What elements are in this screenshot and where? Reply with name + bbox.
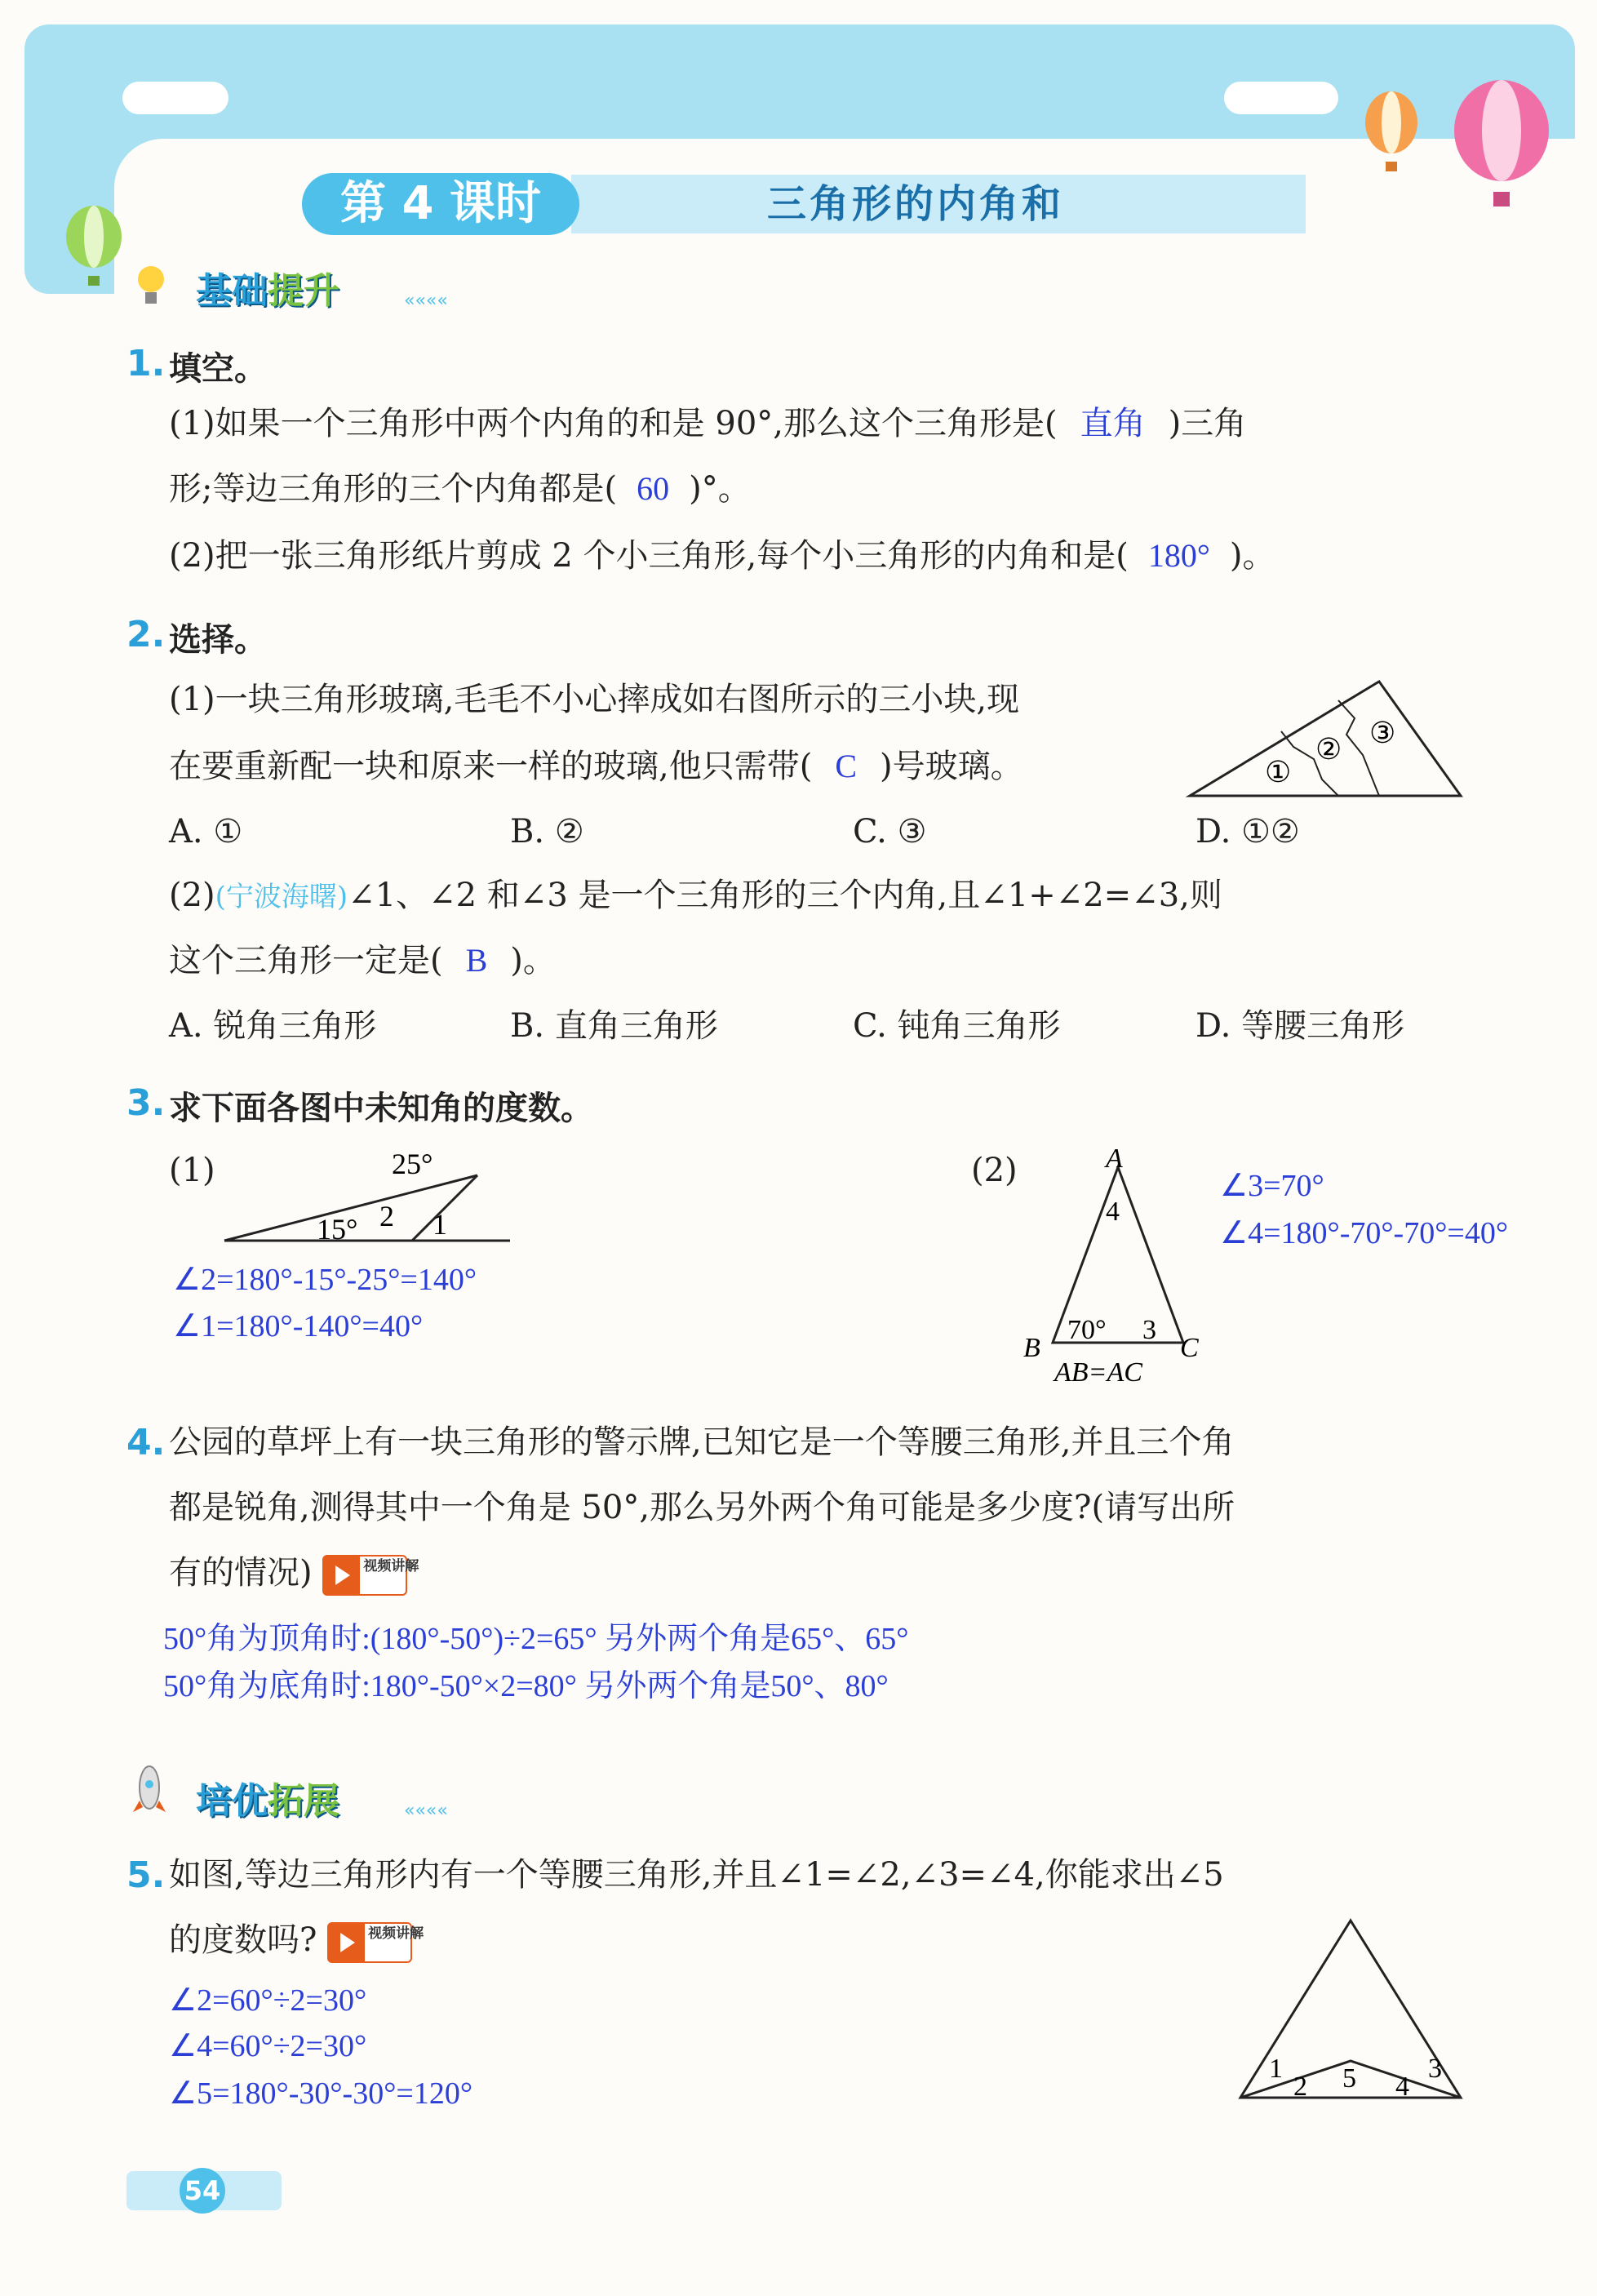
- broken-glass-figure: [1183, 677, 1469, 800]
- section-basic-label-a: 基础: [196, 270, 268, 312]
- q5-work-1: ∠2=60°÷2=30°: [169, 1983, 367, 2018]
- section-advanced-label-a: 培优: [196, 1780, 268, 1822]
- play-icon: [329, 1924, 365, 1961]
- q3-fig2-work-1: ∠3=70°: [1220, 1169, 1324, 1203]
- q5-angle-4: 4: [1395, 2072, 1409, 2102]
- q3-fig2-label: (2): [971, 1152, 1018, 1189]
- video-explain-label: 视频讲解: [368, 1925, 424, 1942]
- q2-answer-1: C: [835, 748, 858, 784]
- chevrons-icon: ««««: [404, 291, 448, 311]
- q3-fig2-angle-3: 3: [1142, 1315, 1156, 1345]
- q3-fig1-angle-top: 25°: [392, 1148, 433, 1180]
- q3-fig1-angle-left: 15°: [317, 1213, 358, 1246]
- q2-number: 2.: [126, 614, 166, 655]
- q5-work-3: ∠5=180°-30°-30°=120°: [169, 2076, 473, 2111]
- section-basic: [196, 261, 339, 313]
- q2-p2-text: ∠1、∠2 和∠3 是一个三角形的三个内角,且∠1+∠2=∠3,则: [348, 877, 1222, 914]
- page-number: 54: [180, 2168, 225, 2214]
- section-advanced-label-b: 拓展: [268, 1780, 339, 1822]
- q3-fig1-label: (1): [169, 1152, 215, 1189]
- play-icon: [324, 1557, 360, 1594]
- q2-title: 选择。: [169, 621, 267, 659]
- q5-angle-2: 2: [1293, 2072, 1307, 2102]
- q3-figure-2: [1020, 1143, 1216, 1396]
- cloud-decoration: [1224, 82, 1338, 114]
- lesson-label: 第 4 课时: [302, 173, 579, 235]
- q3-figure-1: [212, 1143, 514, 1257]
- q2-p1-option-a: A. ①: [169, 813, 243, 850]
- q3-fig2-vertex-c: C: [1180, 1333, 1199, 1363]
- q5-line1: 如图,等边三角形内有一个等腰三角形,并且∠1=∠2,∠3=∠4,你能求出∠5: [169, 1856, 1224, 1894]
- q3-fig2-condition: AB=AC: [1054, 1357, 1142, 1388]
- q1-p1-text-a: (1)如果一个三角形中两个内角的和是 90°,那么这个三角形是(: [169, 405, 1058, 442]
- chevrons-icon: ««««: [404, 1801, 448, 1821]
- q4-work-1: 50°角为顶角时:(180°-50°)÷2=65° 另外两个角是65°、65°: [163, 1622, 909, 1656]
- q3-fig2-vertex-a: A: [1106, 1144, 1123, 1174]
- q1-title: 填空。: [169, 350, 267, 388]
- q3-fig2-angle-4: 4: [1106, 1197, 1120, 1227]
- rocket-icon: [131, 1763, 168, 1820]
- q2-p2-text-b: )。: [510, 942, 556, 979]
- q1-p2-text-a: (2)把一张三角形纸片剪成 2 个小三角形,每个小三角形的内角和是(: [169, 537, 1129, 575]
- q2-p2-source: (宁波海曙): [215, 881, 348, 913]
- section-advanced: [196, 1771, 339, 1823]
- video-explain-button[interactable]: [322, 1555, 419, 1596]
- q1-number: 1.: [126, 343, 166, 384]
- q5-angle-3: 3: [1428, 2054, 1442, 2084]
- q1-p1-line2: [169, 465, 751, 513]
- q3-title: 求下面各图中未知角的度数。: [169, 1090, 593, 1127]
- q2-p2-text-a: 这个三角形一定是(: [169, 942, 443, 979]
- q5-angle-5: 5: [1342, 2063, 1356, 2094]
- q4-work-2: 50°角为底角时:180°-50°×2=80° 另外两个角是50°、80°: [163, 1669, 889, 1703]
- q4-line1: 公园的草坪上有一块三角形的警示牌,已知它是一个等腰三角形,并且三个角: [169, 1423, 1235, 1461]
- q5-line2: [169, 1916, 424, 1964]
- q4-line3: [169, 1549, 419, 1597]
- glass-piece-1-label: ①: [1265, 756, 1292, 788]
- q3-fig2-angle-70: 70°: [1067, 1315, 1107, 1345]
- q3-fig1-work-2: ∠1=180°-140°=40°: [173, 1309, 424, 1343]
- q2-p2-option-a: A. 锐角三角形: [169, 1007, 377, 1045]
- q2-p1-line2: [169, 743, 1023, 790]
- q1-p1-text-c: 形;等边三角形的三个内角都是(: [169, 470, 618, 508]
- section-basic-label-b: 提升: [268, 270, 339, 312]
- cloud-decoration: [122, 82, 228, 114]
- q2-p2-line1: [169, 872, 1222, 921]
- q2-p2-option-b: B. 直角三角形: [510, 1007, 718, 1045]
- q5-angle-1: 1: [1269, 2054, 1283, 2084]
- q5-work-2: ∠4=60°÷2=30°: [169, 2029, 367, 2063]
- q2-p1-line1: (1)一块三角形玻璃,毛毛不小心摔成如右图所示的三小块,现: [169, 681, 1020, 718]
- q3-fig2-vertex-b: B: [1023, 1333, 1040, 1363]
- balloon-icon: [1444, 78, 1559, 216]
- q5-number: 5.: [126, 1854, 166, 1896]
- lightbulb-icon: [135, 261, 167, 310]
- q1-p1-text-d: )°。: [689, 470, 751, 508]
- q2-p1-option-b: B. ②: [510, 813, 584, 850]
- balloon-icon: [57, 204, 131, 294]
- q2-p2-line2: [169, 937, 556, 984]
- q3-fig1-angle-1: 1: [433, 1208, 447, 1241]
- q1-answer-2: 60: [637, 470, 670, 507]
- q2-p2-option-c: C. 钝角三角形: [853, 1007, 1061, 1045]
- q1-p1-text-b: )三角: [1168, 405, 1247, 442]
- q5-figure: [1232, 1914, 1477, 2110]
- video-explain-button[interactable]: [327, 1922, 424, 1963]
- video-explain-label: 视频讲解: [363, 1558, 419, 1574]
- q1-answer-3: 180°: [1147, 537, 1210, 574]
- glass-piece-2-label: ②: [1315, 733, 1342, 766]
- q2-p1-text-a: 在要重新配一块和原来一样的玻璃,他只需带(: [169, 748, 813, 785]
- q5-line2-text: 的度数吗?: [169, 1921, 317, 1959]
- q3-number: 3.: [126, 1082, 166, 1124]
- q3-fig1-angle-2: 2: [379, 1200, 394, 1232]
- q3-fig2-work-2: ∠4=180°-70°-70°=40°: [1220, 1216, 1509, 1250]
- q4-line3-text: 有的情况): [169, 1554, 313, 1592]
- lesson-title: 三角形的内角和: [767, 181, 1065, 227]
- q2-p1-option-d: D. ①②: [1196, 813, 1300, 850]
- q1-p2-line: [169, 532, 1275, 580]
- q1-p2-text-b: )。: [1229, 537, 1275, 575]
- q4-line2: 都是锐角,测得其中一个角是 50°,那么另外两个角可能是多少度?(请写出所: [169, 1489, 1235, 1526]
- q2-answer-2: B: [465, 942, 488, 979]
- glass-piece-3-label: ③: [1369, 717, 1396, 749]
- q2-p1-option-c: C. ③: [853, 813, 927, 850]
- q4-number: 4.: [126, 1422, 166, 1463]
- balloon-icon: [1355, 90, 1428, 180]
- q2-p2-prefix: (2): [169, 877, 215, 914]
- q2-p2-option-d: D. 等腰三角形: [1196, 1007, 1405, 1045]
- q1-answer-1: 直角: [1080, 405, 1146, 442]
- q1-p1-line1: [169, 400, 1246, 447]
- q2-p1-text-b: )号玻璃。: [880, 748, 1023, 785]
- q3-fig1-work-1: ∠2=180°-15°-25°=140°: [173, 1263, 477, 1297]
